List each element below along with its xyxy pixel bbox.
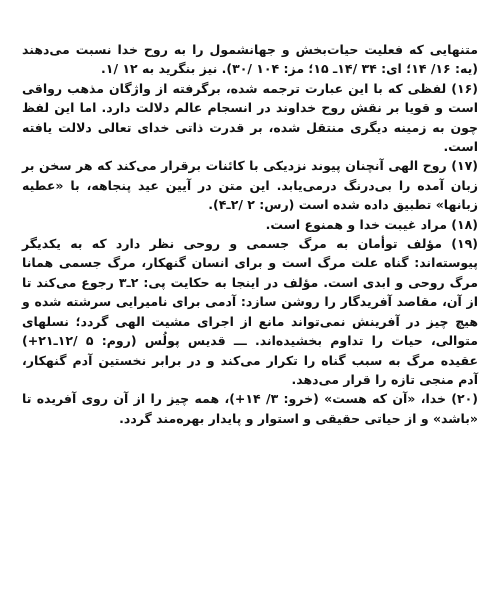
note-18: (۱۸) مراد غیبت خدا و همنوع است. xyxy=(265,216,478,232)
note-20: (۲۰) خدا، «آن که هست» (خرو: ۳/ ۱۴+)، همه چیز را از آن روی آفریده تا «باشد» و از حیاتی حقیقی و استوار و پایدار بهره‌مند گردد. xyxy=(22,391,478,426)
paragraph-continuation: متنهایی که فعلیت حیات‌بخش و جهانشمول را به روح خدا نسبت می‌دهند (یه: ۱۶/ ۱۴؛ ای: ۳۴ /۱۴ـ ۱۵؛ مز: ۱۰۴ /۳۰). نیز بنگرید به ۱۲ /۱. xyxy=(22,42,478,77)
note-17: (۱۷) روح الهی آنچنان پیوند نزدیکی با کائنات برقرار می‌کند که هر سخن بر زبان آمده را بی‌درنگ درمی‌یابد. این متن در آیین عید پنجاهه، با «عطیه زبانها» تطبیق داده شده است (رس: ۲ /۲ـ۴). xyxy=(22,158,478,213)
note-19: (۱۹) مؤلف توأمان به مرگ جسمی و روحی نظر دارد که به یکدیگر پیوسته‌اند: گناه علت مرگ است و برای انسان گنهکار، مرگ جسمی همانا مرگ روحی و ابدی است. مؤلف در اینجا به حکایت پی: ۲ـ۳ رجوع می‌کند تا از آن، مقاصد آفریدگار را روشن سازد: آدمی برای نامیرایی سرشته شده و هیچ چیز در آفرینش نمی‌تواند مانع از اجرای مشیت الهی گردد؛ نسلهای متوالی، حیات را تداوم بخشیده‌اند. ـــ قدیس پولُس (روم: ۵ /۱۲ـ۲۱+) عقیده مرگ به سبب گناه را تکرار می‌کند و در برابر نخستین آدم گنهکار، آدم منجی تازه را قرار می‌دهد. xyxy=(22,236,478,387)
note-16: (۱۶) لفظی که با این عبارت ترجمه شده، برگرفته از واژگان مذهب رواقی است و قویا بر نقش روح خداوند در انسجام عالم دلالت دارد. اما این لفظ چون به زمینه دیگری منتقل شده، بر قدرت ذاتی خدای تعالی دلالت یافته است. xyxy=(22,80,478,155)
